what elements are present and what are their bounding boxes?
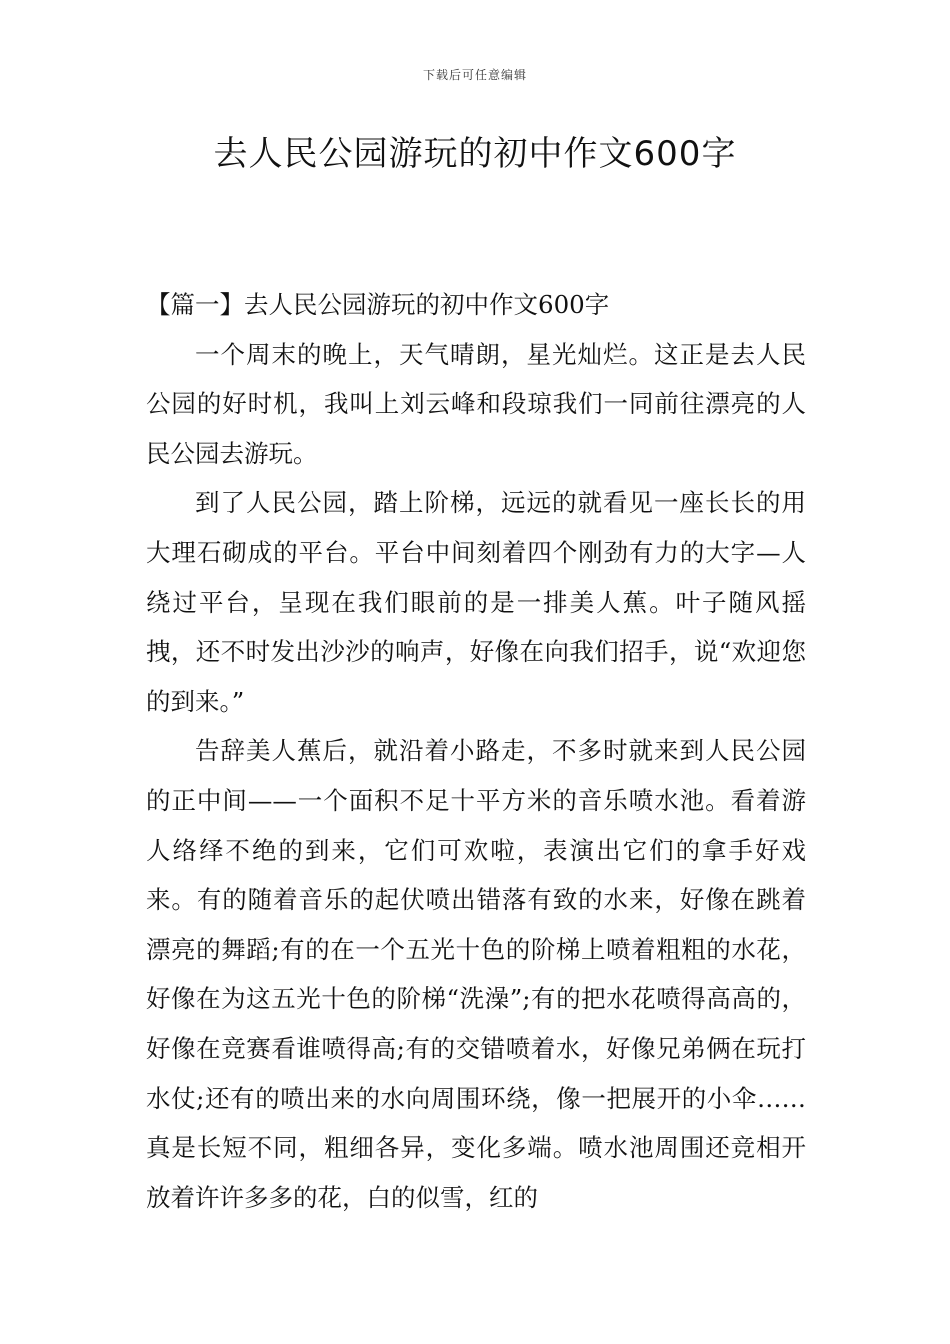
paragraph-1: 一个周末的晚上，天气晴朗，星光灿烂。这正是去人民公园的好时机，我叫上刘云峰和段琼我们一同前往漂亮的人民公园去游玩。 xyxy=(146,339,806,468)
paragraph-3: 告辞美人蕉后，就沿着小路走，不多时就来到人民公园的正中间——一个面积不足十平方米的音乐喷水池。看着游人络绎不绝的到来，它们可欢啦，表演出它们的拿手好戏来。有的随着音乐的起伏喷出错落有致的水来，好像在跳着漂亮的舞蹈;有的在一个五光十色的阶梯上喷着粗粗的水花，好像在为这五光十色的阶梯“洗澡”;有的把水花喷得高高的，好像在竞赛看谁喷得高;有的交错喷着水，好像兄弟俩在玩打水仗;还有的喷出来的水向周围环绕，像一把展开的小伞……真是长短不同，粗细各异，变化多端。喷水池周围还竞相开放着许许多多的花，白的似雪，红的 xyxy=(146,736,806,1212)
document-title: 去人民公园游玩的初中作文600字 xyxy=(213,134,737,174)
header-note: 下载后可任意编辑 xyxy=(422,68,527,82)
section-heading: 【篇一】去人民公园游玩的初中作文600字 xyxy=(146,290,610,319)
paragraph-2: 到了人民公园，踏上阶梯，远远的就看见一座长长的用大理石砌成的平台。平台中间刻着四个刚劲有力的大字—人绕过平台，呈现在我们眼前的是一排美人蕉。叶子随风摇拽，还不时发出沙沙的响声，好像在向我们招手，说“欢迎您的到来。” xyxy=(146,488,806,716)
document-body xyxy=(146,280,806,1222)
